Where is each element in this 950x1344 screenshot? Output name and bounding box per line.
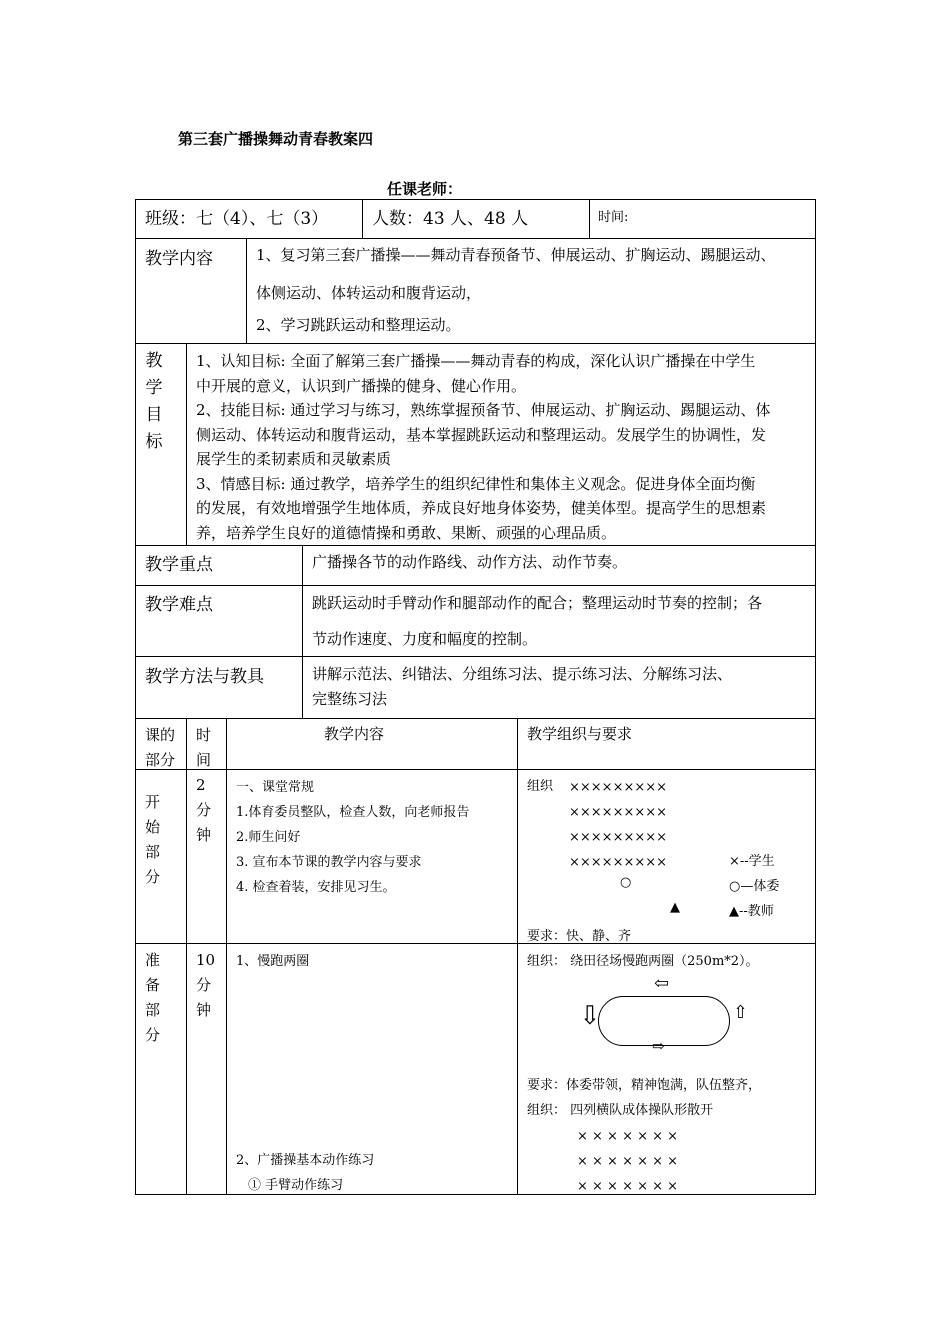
start-requirement: 要求：快、静、齐 xyxy=(527,929,632,944)
start-time-label: 2 分 钟 xyxy=(196,776,212,844)
methods-line-2: 完整练习法 xyxy=(312,690,388,708)
start-org-label: 组织 xyxy=(527,779,554,794)
key-point-text: 广播操各节的动作路线、动作方法、动作节奏。 xyxy=(312,553,628,571)
header-content: 教学内容 xyxy=(324,725,385,743)
arrow-right-icon: ⇨ xyxy=(652,1037,665,1055)
prep-formation: × × × × × × × × × × × × × × × × × × × × × xyxy=(577,1129,679,1194)
header-organization: 教学组织与要求 xyxy=(527,725,633,743)
prep-arm-practice: ① 手臂动作练习 xyxy=(248,1178,344,1193)
content-line-1: 1、复习第三套广播操——舞动青春预备节、伸展运动、扩胸运动、踢腿运动、 xyxy=(256,246,776,264)
start-formation: ××××××××× ××××××××× ××××××××× ××××××××× xyxy=(569,780,668,870)
prep-jog: 1、慢跑两圈 xyxy=(236,954,310,969)
time-label: 时间: xyxy=(598,210,629,225)
student-count: 人数：43 人、48 人 xyxy=(372,209,529,229)
difficulty-label: 教学难点 xyxy=(145,595,213,615)
methods-label: 教学方法与教具 xyxy=(145,667,264,687)
prep-drill: 2、广播操基本动作练习 xyxy=(236,1153,375,1168)
prep-part-label: 准 备 部 分 xyxy=(145,951,161,1044)
goals-text: 1、认知目标: 全面了解第三套广播操——舞动青春的构成，深化认识广播操在中学生 中开展的意义，认识到广播操的健身、健心作用。 2、技能目标: 通过学习与练习，熟练掌握预备节、伸展运动、扩胸运动、踢腿运动、体 侧运动、体转运动和腹背运动，基本掌握跳跃运动和整理运动。发展学生的协调性，发 展学生的柔韧素质和灵敏素质 3、情感目标: 通过教学，培养学生的组织纪律性和集体主义观念。促进身体全面均衡 的发展，有效地增强学生地体质，养成良好地身体姿势，健美体型。提高学生的思想素 养，培养学生良好的道德情操和勇敢、果断、顽强的心理品质。 xyxy=(196,352,771,542)
arrow-left-icon: ⇦ xyxy=(654,973,670,994)
prep-org-jog: 组织： 绕田径场慢跑两圈（250m*2）。 xyxy=(527,954,759,969)
goals-label: 教 学 目 标 xyxy=(145,351,163,452)
start-content: 一、课堂常规 1.体育委员整队，检查人数，向老师报告 2.师生问好 3. 宣布本节课的教学内容与要求 4. 检查着装，安排见习生。 xyxy=(236,780,470,895)
teacher-label: 任课老师： xyxy=(387,180,463,198)
methods-line-1: 讲解示范法、纠错法、分组练习法、提示练习法、分解练习法、 xyxy=(312,665,733,683)
prep-org-formation: 组织： 四列横队成体操队形散开 xyxy=(527,1103,714,1118)
prep-time-label: 10 分 钟 xyxy=(196,951,216,1019)
arrow-down-icon: ⇩ xyxy=(579,1001,601,1031)
teacher-marker: ▲ xyxy=(670,900,680,915)
header-part: 课的 部分 xyxy=(145,726,176,769)
class-label: 班级：七（4）、七（3） xyxy=(145,209,329,229)
arrow-up-icon: ⇧ xyxy=(733,1002,749,1023)
start-part-label: 开 始 部 分 xyxy=(145,793,161,886)
legend-student: ×--学生 xyxy=(729,854,775,869)
content-line-3: 2、学习跳跃运动和整理运动。 xyxy=(256,316,461,334)
content-label: 教学内容 xyxy=(145,249,213,269)
key-point-label: 教学重点 xyxy=(145,555,213,575)
difficulty-line-2: 节动作速度、力度和幅度的控制。 xyxy=(312,630,538,648)
prep-requirement: 要求：体委带领，精神饱满，队伍整齐， xyxy=(527,1078,762,1093)
committee-marker: ○ xyxy=(620,875,632,890)
difficulty-line-1: 跳跃运动时手臂动作和腿部动作的配合；整理运动时节奏的控制；各 xyxy=(312,594,763,612)
page-title: 第三套广播操舞动青春教案四 xyxy=(178,130,374,148)
header-time: 时 间 xyxy=(196,726,212,769)
legend-committee: ○—体委 xyxy=(729,879,780,894)
legend-teacher: ▲--教师 xyxy=(729,904,774,919)
content-line-2: 体侧运动、体转运动和腹背运动， xyxy=(256,284,482,302)
